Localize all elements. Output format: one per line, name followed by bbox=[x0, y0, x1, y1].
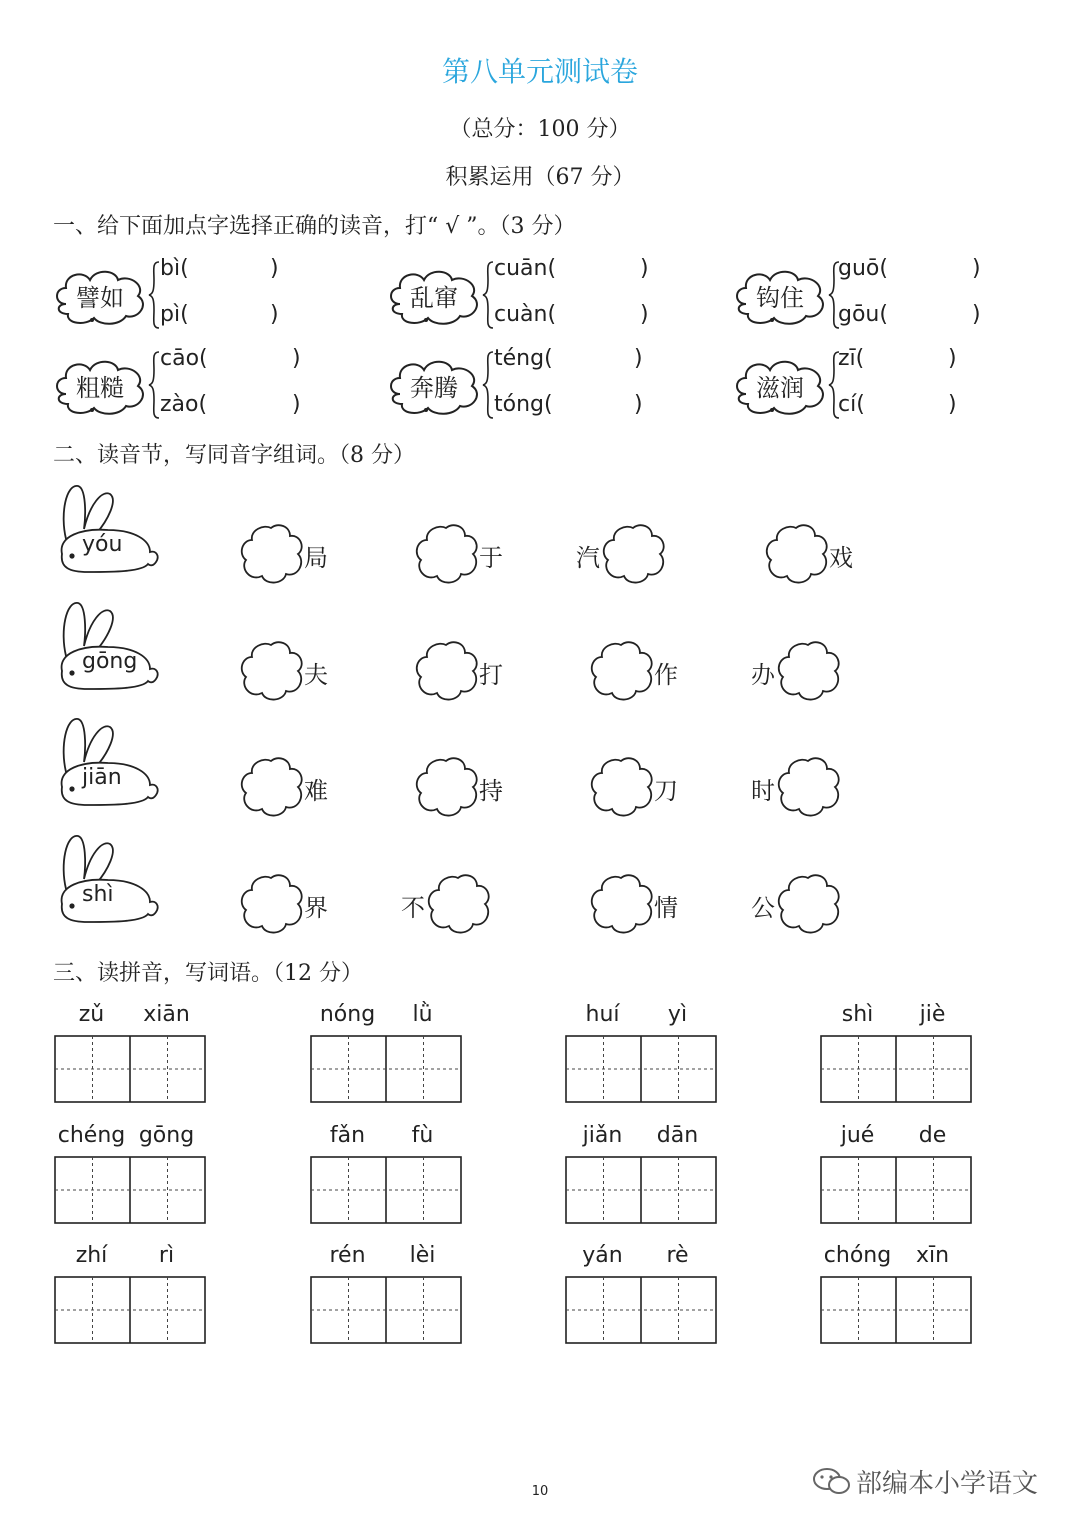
rabbit-pinyin: shì bbox=[82, 882, 114, 907]
rabbit-syllable bbox=[52, 717, 162, 812]
q1-word: 譬如 bbox=[76, 284, 124, 312]
q3-pinyin: xīn bbox=[915, 1243, 950, 1268]
q3-pinyin: rì bbox=[158, 1243, 175, 1268]
total-score: （总分：100 分） bbox=[449, 117, 631, 142]
answer-flower-box[interactable] bbox=[413, 755, 479, 819]
brace-icon bbox=[482, 260, 494, 334]
q3-pinyin: xiān bbox=[143, 1002, 190, 1027]
q3-pinyin: zǔ bbox=[78, 1002, 105, 1027]
rabbit-syllable bbox=[52, 834, 162, 929]
writing-grid[interactable] bbox=[54, 1156, 204, 1222]
given-character: 情 bbox=[654, 894, 678, 922]
q1-word-cloud bbox=[386, 354, 482, 418]
q1-word: 奔腾 bbox=[410, 374, 458, 402]
q3-pinyin: fù bbox=[411, 1123, 434, 1148]
q1-answer-paren: ) bbox=[634, 346, 643, 371]
answer-flower-box[interactable] bbox=[238, 522, 304, 586]
writing-grid[interactable] bbox=[54, 1276, 204, 1342]
q1-answer-paren: ) bbox=[972, 256, 981, 281]
q1-option[interactable]: cāo( bbox=[160, 346, 208, 371]
writing-grid[interactable] bbox=[820, 1035, 970, 1101]
q1-word: 粗糙 bbox=[76, 374, 124, 402]
q1-word-cloud bbox=[386, 264, 482, 328]
q1-answer-paren: ) bbox=[640, 256, 649, 281]
q3-pinyin: jué bbox=[840, 1123, 875, 1148]
given-character: 打 bbox=[479, 661, 503, 689]
writing-grid[interactable] bbox=[565, 1276, 715, 1342]
q1-answer-paren: ) bbox=[270, 302, 279, 327]
answer-flower-box[interactable] bbox=[588, 872, 654, 936]
given-character: 局 bbox=[304, 544, 328, 572]
page-title: 第八单元测试卷 bbox=[441, 55, 638, 88]
writing-grid[interactable] bbox=[310, 1276, 460, 1342]
given-character: 夫 bbox=[304, 661, 328, 689]
q3-pinyin: rén bbox=[329, 1243, 366, 1268]
given-character: 戏 bbox=[829, 544, 853, 572]
given-character: 作 bbox=[654, 661, 678, 689]
q1-option[interactable]: zī( bbox=[838, 346, 865, 371]
q1-option[interactable]: cuān( bbox=[494, 256, 557, 281]
q3-pinyin: jiè bbox=[919, 1002, 946, 1027]
writing-grid[interactable] bbox=[820, 1156, 970, 1222]
answer-flower-box[interactable] bbox=[238, 639, 304, 703]
brace-icon bbox=[148, 350, 160, 424]
q1-word-cloud bbox=[52, 354, 148, 418]
q1-answer-paren: ) bbox=[292, 346, 301, 371]
q1-answer-paren: ) bbox=[634, 392, 643, 417]
q3-pinyin: chóng bbox=[823, 1243, 892, 1268]
answer-flower-box[interactable] bbox=[588, 639, 654, 703]
answer-flower-box[interactable] bbox=[775, 755, 841, 819]
writing-grid[interactable] bbox=[565, 1156, 715, 1222]
part-heading: 积累运用（67 分） bbox=[445, 165, 635, 190]
brace-icon bbox=[482, 350, 494, 424]
q1-option[interactable]: cuàn( bbox=[494, 302, 557, 327]
q1-word-cloud bbox=[52, 264, 148, 328]
rabbit-syllable bbox=[52, 484, 162, 579]
q1-option[interactable]: pì( bbox=[160, 302, 189, 327]
rabbit-pinyin: jiān bbox=[82, 765, 122, 790]
answer-flower-box[interactable] bbox=[775, 872, 841, 936]
q1-option[interactable]: gōu( bbox=[838, 302, 888, 327]
q1-option[interactable]: cí( bbox=[838, 392, 865, 417]
given-character: 于 bbox=[479, 544, 503, 572]
given-character: 刀 bbox=[654, 777, 678, 805]
writing-grid[interactable] bbox=[310, 1035, 460, 1101]
rabbit-pinyin: yóu bbox=[82, 532, 123, 557]
q1-answer-paren: ) bbox=[972, 302, 981, 327]
given-character: 持 bbox=[479, 777, 503, 805]
writing-grid[interactable] bbox=[565, 1035, 715, 1101]
given-character: 公 bbox=[751, 894, 775, 922]
q1-option[interactable]: tóng( bbox=[494, 392, 553, 417]
q1-option[interactable]: téng( bbox=[494, 346, 553, 371]
q3-pinyin: nóng bbox=[319, 1002, 376, 1027]
answer-flower-box[interactable] bbox=[763, 522, 829, 586]
q2-heading: 二、读音节，写同音字组词。（8 分） bbox=[53, 443, 415, 468]
answer-flower-box[interactable] bbox=[413, 522, 479, 586]
given-character: 办 bbox=[751, 661, 775, 689]
q1-word: 钩住 bbox=[756, 284, 804, 312]
q3-pinyin: jiǎn bbox=[582, 1123, 623, 1148]
answer-flower-box[interactable] bbox=[588, 755, 654, 819]
q3-pinyin: rè bbox=[666, 1243, 689, 1268]
rabbit-pinyin: gōng bbox=[82, 649, 138, 674]
q3-pinyin: huí bbox=[585, 1002, 620, 1027]
watermark bbox=[812, 1463, 1038, 1503]
writing-grid[interactable] bbox=[54, 1035, 204, 1101]
q3-pinyin: de bbox=[918, 1123, 947, 1148]
q3-pinyin: fǎn bbox=[329, 1123, 366, 1148]
given-character: 时 bbox=[751, 777, 775, 805]
wechat-icon bbox=[812, 1466, 852, 1503]
answer-flower-box[interactable] bbox=[238, 872, 304, 936]
q3-pinyin: zhí bbox=[75, 1243, 108, 1268]
given-character: 难 bbox=[304, 777, 328, 805]
writing-grid[interactable] bbox=[310, 1156, 460, 1222]
q1-word: 滋润 bbox=[756, 374, 804, 402]
q3-pinyin: yán bbox=[582, 1243, 623, 1268]
rabbit-syllable bbox=[52, 601, 162, 696]
page-number: 10 bbox=[531, 1484, 549, 1499]
brace-icon bbox=[148, 260, 160, 334]
q3-pinyin: gōng bbox=[138, 1123, 195, 1148]
given-character: 界 bbox=[304, 894, 328, 922]
watermark-text: 部编本小学语文 bbox=[856, 1469, 1039, 1499]
q3-pinyin: yì bbox=[667, 1002, 688, 1027]
given-character: 不 bbox=[401, 894, 425, 922]
q1-answer-paren: ) bbox=[270, 256, 279, 281]
q3-pinyin: chéng bbox=[57, 1123, 126, 1148]
q1-word-cloud bbox=[732, 354, 828, 418]
q3-pinyin: lǜ bbox=[412, 1002, 433, 1027]
writing-grid[interactable] bbox=[820, 1276, 970, 1342]
q1-answer-paren: ) bbox=[948, 346, 957, 371]
answer-flower-box[interactable] bbox=[775, 639, 841, 703]
q1-option[interactable]: bì( bbox=[160, 256, 189, 281]
q3-pinyin: dān bbox=[656, 1123, 699, 1148]
q1-answer-paren: ) bbox=[640, 302, 649, 327]
answer-flower-box[interactable] bbox=[413, 639, 479, 703]
q1-word-cloud bbox=[732, 264, 828, 328]
answer-flower-box[interactable] bbox=[238, 755, 304, 819]
q1-option[interactable]: zào( bbox=[160, 392, 208, 417]
q3-pinyin: lèi bbox=[409, 1243, 436, 1268]
q1-heading: 一、给下面加点字选择正确的读音，打“ √ ”。（3 分） bbox=[53, 214, 576, 239]
q1-option[interactable]: guō( bbox=[838, 256, 888, 281]
q3-heading: 三、读拼音，写词语。（12 分） bbox=[53, 961, 363, 986]
answer-flower-box[interactable] bbox=[425, 872, 491, 936]
q1-word: 乱窜 bbox=[410, 284, 458, 312]
q1-answer-paren: ) bbox=[292, 392, 301, 417]
given-character: 汽 bbox=[576, 544, 600, 572]
q3-pinyin: shì bbox=[841, 1002, 874, 1027]
q1-answer-paren: ) bbox=[948, 392, 957, 417]
answer-flower-box[interactable] bbox=[600, 522, 666, 586]
